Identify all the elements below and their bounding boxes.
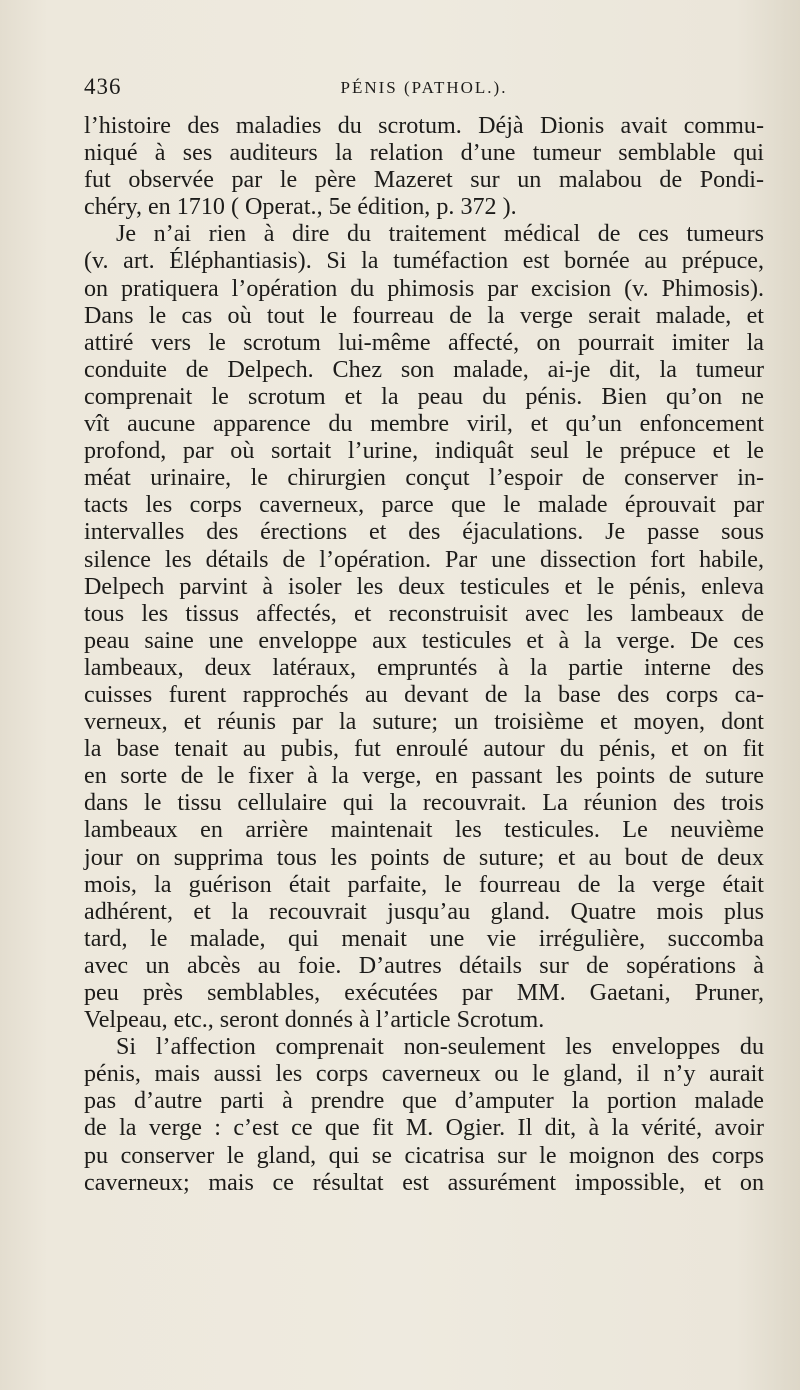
text-line: l’histoire des maladies du scrotum. Déjà Dionis avait commu- <box>84 113 764 139</box>
text-line: caverneux; mais ce résultat est assurément impossible, et on <box>84 1169 764 1196</box>
text-line: pénis, mais aussi les corps caverneux ou le gland, il n’y aurait <box>84 1061 764 1088</box>
text-line: verneux, et réunis par la suture; un troisième et moyen, dont <box>84 709 764 736</box>
text-line: comprenait le scrotum et la peau du pénis. Bien qu’on ne <box>84 383 764 410</box>
text-line: profond, par où sortait l’urine, indiquât seul le prépuce et le <box>84 438 764 465</box>
text-line: chéry, en 1710 ( Operat., 5e édition, p. 372 ). <box>84 194 517 221</box>
text-line: cuisses furent rapprochés au devant de la base des corps ca- <box>84 681 764 708</box>
running-head: PÉNIS (PATHOL.). <box>340 78 508 97</box>
text-line: dans le tissu cellulaire qui la recouvrait. La réunion des trois <box>84 790 764 817</box>
text-line: la base tenait au pubis, fut enroulé autour du pénis, et on fit <box>84 736 764 763</box>
text-line: peau saine une enveloppe aux testicules et à la verge. De ces <box>84 627 764 654</box>
text-line: (v. art. Éléphantiasis). Si la tuméfaction est bornée au prépuce, <box>84 248 764 275</box>
text-line: lambeaux, deux latéraux, empruntés à la partie interne des <box>84 654 764 681</box>
text-line: attiré vers le scrotum lui-même affecté, on pourrait imiter la <box>84 329 764 356</box>
text-line: conduite de Delpech. Chez son malade, ai-je dit, la tumeur <box>84 356 764 383</box>
text-line: vît aucune apparence du membre viril, et qu’un enfoncement <box>84 411 764 438</box>
page-header <box>84 74 764 108</box>
text-line: tous les tissus affectés, et reconstruisit avec les lambeaux de <box>84 600 764 627</box>
text-line: méat urinaire, le chirurgien conçut l’espoir de conserver in- <box>84 465 764 492</box>
body-text <box>84 113 764 1197</box>
text-line: mois, la guérison était parfaite, le fourreau de la verge était <box>84 871 764 898</box>
text-line: niqué à ses auditeurs la relation d’une tumeur semblable qui <box>84 140 764 167</box>
text-line: avec un abcès au foie. D’autres détails sur de sopérations à <box>84 952 764 979</box>
text-line: peu près semblables, exécutées par MM. Gaetani, Pruner, <box>84 980 764 1006</box>
text-line: lambeaux en arrière maintenait les testicules. Le neuvième <box>84 817 764 844</box>
text-line: silence les détails de l’opération. Par une dissection fort habile, <box>84 546 764 573</box>
text-line: Delpech parvint à isoler les deux testicules et le pénis, enleva <box>84 573 764 600</box>
text-line: Dans le cas où tout le fourreau de la verge serait malade, et <box>84 302 764 329</box>
text-line: tacts les corps caverneux, parce que le malade éprouvait par <box>84 492 764 519</box>
text-line: pas d’autre parti à prendre que d’amputer la portion malade <box>84 1088 764 1115</box>
text-line: de la verge : c’est ce que fit M. Ogier. Il dit, à la vérité, avoir <box>84 1115 764 1142</box>
page-number: 436 <box>84 74 122 99</box>
text-line: on pratiquera l’opération du phimosis par excision (v. Phimosis). <box>84 275 764 302</box>
text-line: en sorte de le fixer à la verge, en passant les points de suture <box>84 763 764 790</box>
text-line: Si l’affection comprenait non-seulement les enveloppes du <box>116 1034 764 1061</box>
text-line: pu conserver le gland, qui se cicatrisa sur le moignon des corps <box>84 1142 764 1169</box>
text-line: jour on supprima tous les points de suture; et au bout de deux <box>84 844 764 871</box>
text-line: tard, le malade, qui menait une vie irrégulière, succomba <box>84 925 764 952</box>
text-line: intervalles des érections et des éjaculations. Je passe sous <box>84 519 764 546</box>
text-line: Velpeau, etc., seront donnés à l’article Scrotum. <box>84 1007 545 1034</box>
text-line: Je n’ai rien à dire du traitement médical de ces tumeurs <box>116 221 764 248</box>
text-line: fut observée par le père Mazeret sur un malabou de Pondi- <box>84 167 764 194</box>
text-line: adhérent, et la recouvrait jusqu’au gland. Quatre mois plus <box>84 898 764 925</box>
